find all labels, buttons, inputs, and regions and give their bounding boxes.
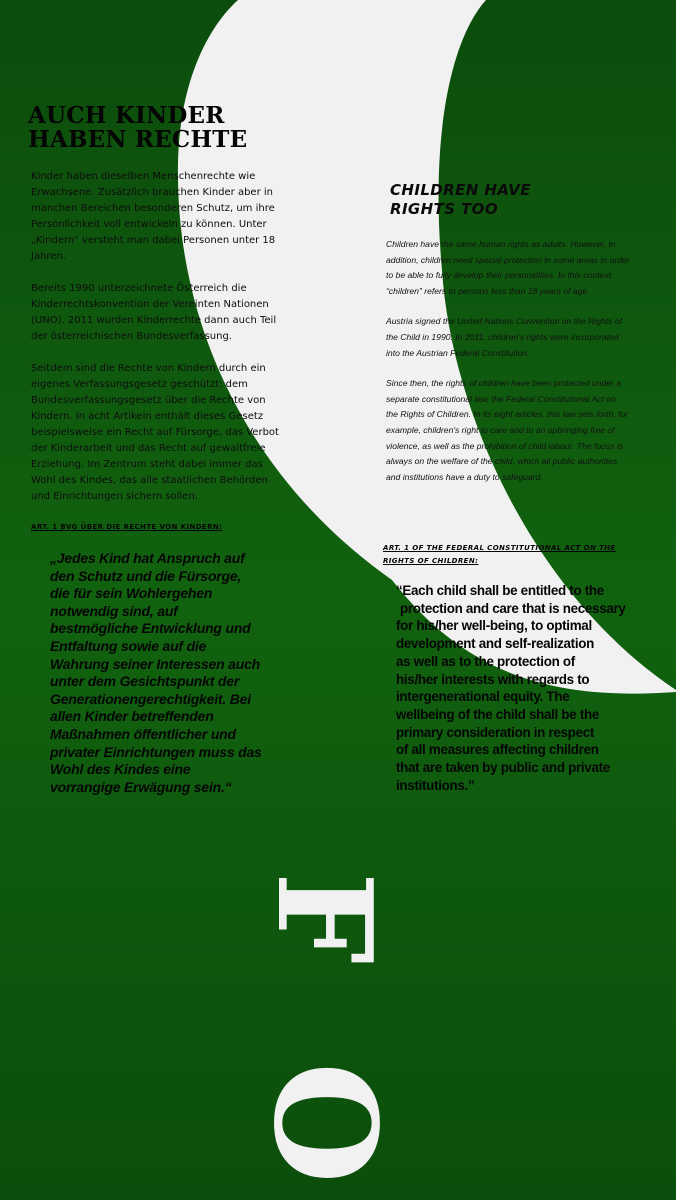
- english-paragraph: Children have the same human rights as adults. However, in addition, children need special protection in some areas in order to be able to fully develop their personalities. In this context, “children” refers to persons less than 18 years of age.: [386, 239, 630, 296]
- german-quote: „Jedes Kind hat Anspruch auf den Schutz und die Fürsorge, die für sein Wohlergehen notwendig sind, auf bestmögliche Entwicklung und Entfaltung sowie auf die Wahrung seiner Interessen auch unter dem Gesichtspunkt der Generationengerechtigkeit. Bei allen Kinder betreffenden Maßnahmen öffentlicher und privater Einrichtungen muss das Wohl des Kindes eine vorrangige Erwägung sein.“: [50, 550, 262, 795]
- german-article-label: ART. 1 BVG ÜBER DIE RECHTE VON KINDERN:: [31, 523, 223, 531]
- english-paragraph: Austria signed the United Nations Convention on the Rights of the Child in 1990. In 2011, children's rights were incorporated into the Austrian Federal Constitution.: [386, 316, 622, 358]
- english-title: [390, 181, 531, 219]
- vertical-letter-o: O: [242, 1062, 406, 1184]
- english-quote-line: his/her interests with regards to: [396, 671, 590, 687]
- german-paragraph: Kinder haben dieselben Menschenrechte wie Erwachsene. Zusätzlich brauchen Kinder aber in manchen Bereichen besonderen Schutz, um ihre Persönlichkeit voll entwickeln zu können. Unter „Kindern“ versteht man dabei Personen unter 18 Jahren.: [31, 171, 276, 262]
- vertical-letter-f: F: [248, 871, 401, 965]
- english-quote-line: “Each child shall be entitled to the: [396, 583, 604, 598]
- english-quote-line: intergenerational equity. The: [396, 689, 570, 705]
- english-quote-line: development and self-realization: [396, 636, 595, 652]
- german-title-line1: AUCH KINDER: [28, 102, 225, 129]
- german-paragraph: Seitdem sind die Rechte von Kindern durch ein eigenes Verfassungsgesetz geschützt: dem Bundesverfassungsgesetz über die Rechte von Kindern. In acht Artikeln enthält dieses Gesetz beispielsweise ein Recht auf Fürsorge, das Verbot der Kinderarbeit und das Recht auf gewaltfreie Erziehung. Im Zentrum steht dabei immer das Wohl des Kindes, das alle staatlichen Behörden und Einrichtungen sichern sollen.: [31, 363, 279, 502]
- english-quote-line: primary consideration in respect: [396, 724, 595, 740]
- english-quote-line: that are taken by public and private: [396, 760, 610, 776]
- english-body: [386, 237, 630, 500]
- english-quote-line: wellbeing of the child shall be the: [396, 706, 600, 722]
- german-paragraph: Bereits 1990 unterzeichnete Österreich die Kinderrechtskonvention der Vereinten Nationen (UNO). 2011 wurden Kinderrechte dann auch Teil der österreichischen Bundesverfassung.: [31, 283, 277, 342]
- english-quote-line: for his/her well-being, to optimal: [396, 618, 592, 634]
- english-paragraph: Since then, the rights of children have been protected under a separate constitutional law, the Federal Constitutional Act on the Rights of Children. In its eight articles, this law sets forth, for example, children's right to care and to an upbringing free of violence, as well as the prohibition of child labour. The focus is always on the welfare of the child, which all public authorities and institutions have a duty to safeguard.: [386, 378, 629, 482]
- english-article-label: ART. 1 OF THE FEDERAL CONSTITUTIONAL ACT ON THE RIGHTS OF CHILDREN:: [383, 544, 616, 565]
- german-body: [31, 169, 283, 521]
- english-quote-line: institutions.”: [396, 777, 475, 793]
- german-title: [28, 104, 247, 152]
- english-title-line1: CHILDREN HAVE: [390, 181, 531, 199]
- english-quote-line: protection and care that is necessary: [400, 600, 626, 616]
- english-quote: [396, 582, 636, 794]
- german-title-line2: HABEN RECHTE: [28, 126, 248, 153]
- english-title-line2: RIGHTS TOO: [390, 200, 498, 218]
- english-quote-line: of all measures affecting children: [396, 742, 599, 758]
- english-quote-line: as well as to the protection of: [396, 653, 575, 669]
